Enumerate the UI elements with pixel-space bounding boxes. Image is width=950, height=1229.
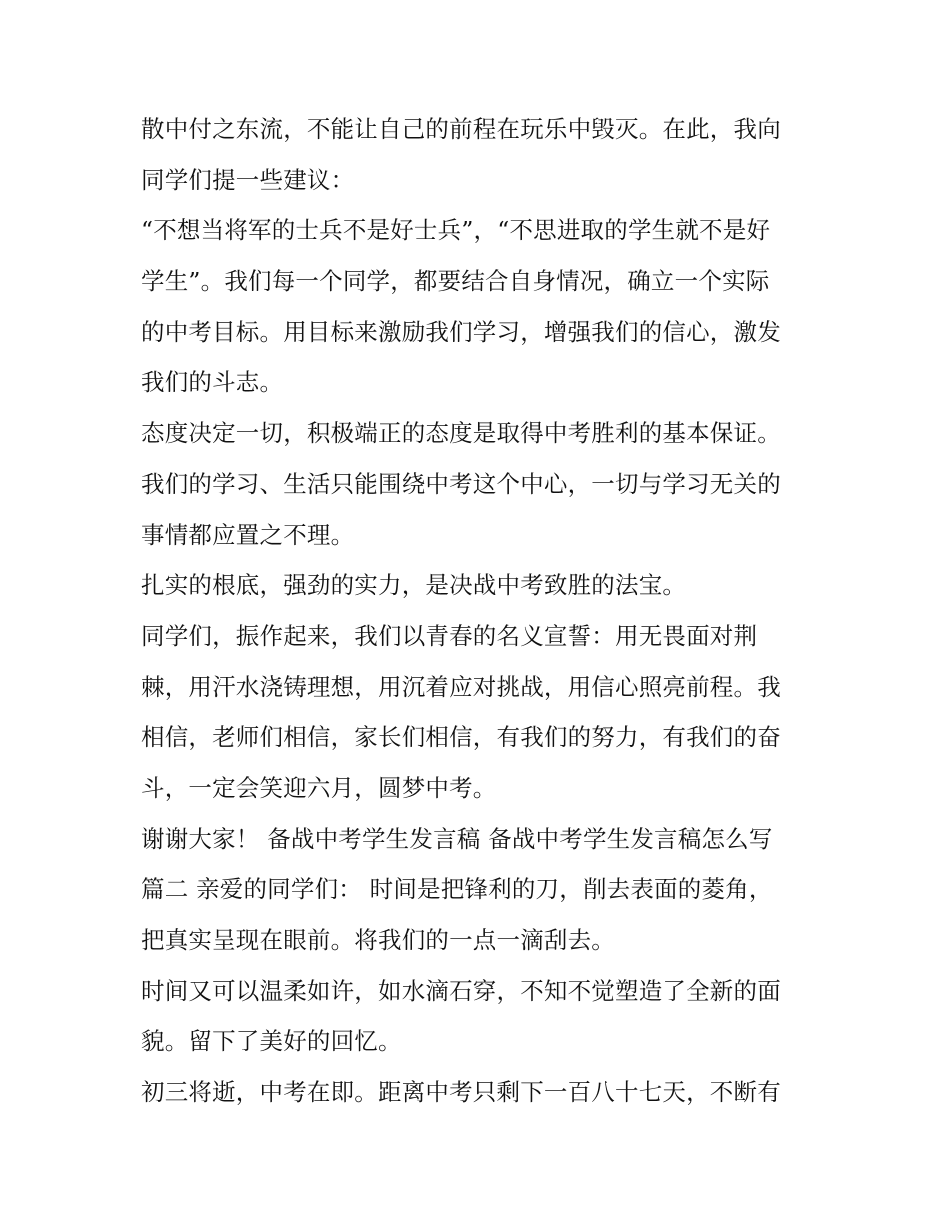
text-line: 把真实呈现在眼前。将我们的一点一滴刮去。	[141, 926, 615, 954]
text-line: 同学们，振作起来，我们以青春的名义宣誓：用无畏面对荆	[141, 621, 758, 650]
text-line: 谢谢大家！ 备战中考学生发言稿 备战中考学生发言稿怎么写	[141, 824, 773, 853]
text-line: 斗，一定会笑迎六月，圆梦中考。	[141, 773, 497, 802]
text-line: 事情都应置之不理。	[141, 520, 355, 549]
text-line: 我们的斗志。	[141, 368, 284, 397]
text-line: 态度决定一切，积极端正的态度是取得中考胜利的基本保证。	[141, 419, 781, 448]
text-line: 时间又可以温柔如许，如水滴石穿，不知不觉塑造了全新的面	[141, 976, 781, 1005]
text-line: 的中考目标。用目标来激励我们学习，增强我们的信心，激发	[141, 317, 781, 346]
document-body	[141, 104, 821, 1118]
text-line: 相信，老师们相信，家长们相信，有我们的努力，有我们的奋	[141, 723, 781, 752]
text-line: 散中付之东流，不能让自己的前程在玩乐中毁灭。在此，我向	[141, 115, 781, 143]
text-line: 同学们提一些建议：	[141, 165, 355, 194]
text-line: 貌。留下了美好的回忆。	[141, 1027, 402, 1056]
text-line: 扎实的根底，强劲的实力，是决战中考致胜的法宝。	[141, 571, 687, 600]
text-line: 初三将逝，中考在即。距离中考只剩下一百八十七天，不断有	[141, 1078, 781, 1107]
text-line: 我们的学习、生活只能围绕中考这个中心，一切与学习无关的	[141, 469, 781, 498]
text-line: 学生”。我们每一个同学，都要结合自身情况，确立一个实际	[141, 267, 770, 296]
text-line: “不想当将军的士兵不是好士兵”，“不思进取的学生就不是好	[141, 216, 771, 245]
text-line: 棘，用汗水浇铸理想，用沉着应对挑战，用信心照亮前程。我	[141, 672, 781, 701]
text-line: 篇二 亲爱的同学们： 时间是把锋利的刀，削去表面的菱角，	[141, 875, 773, 904]
